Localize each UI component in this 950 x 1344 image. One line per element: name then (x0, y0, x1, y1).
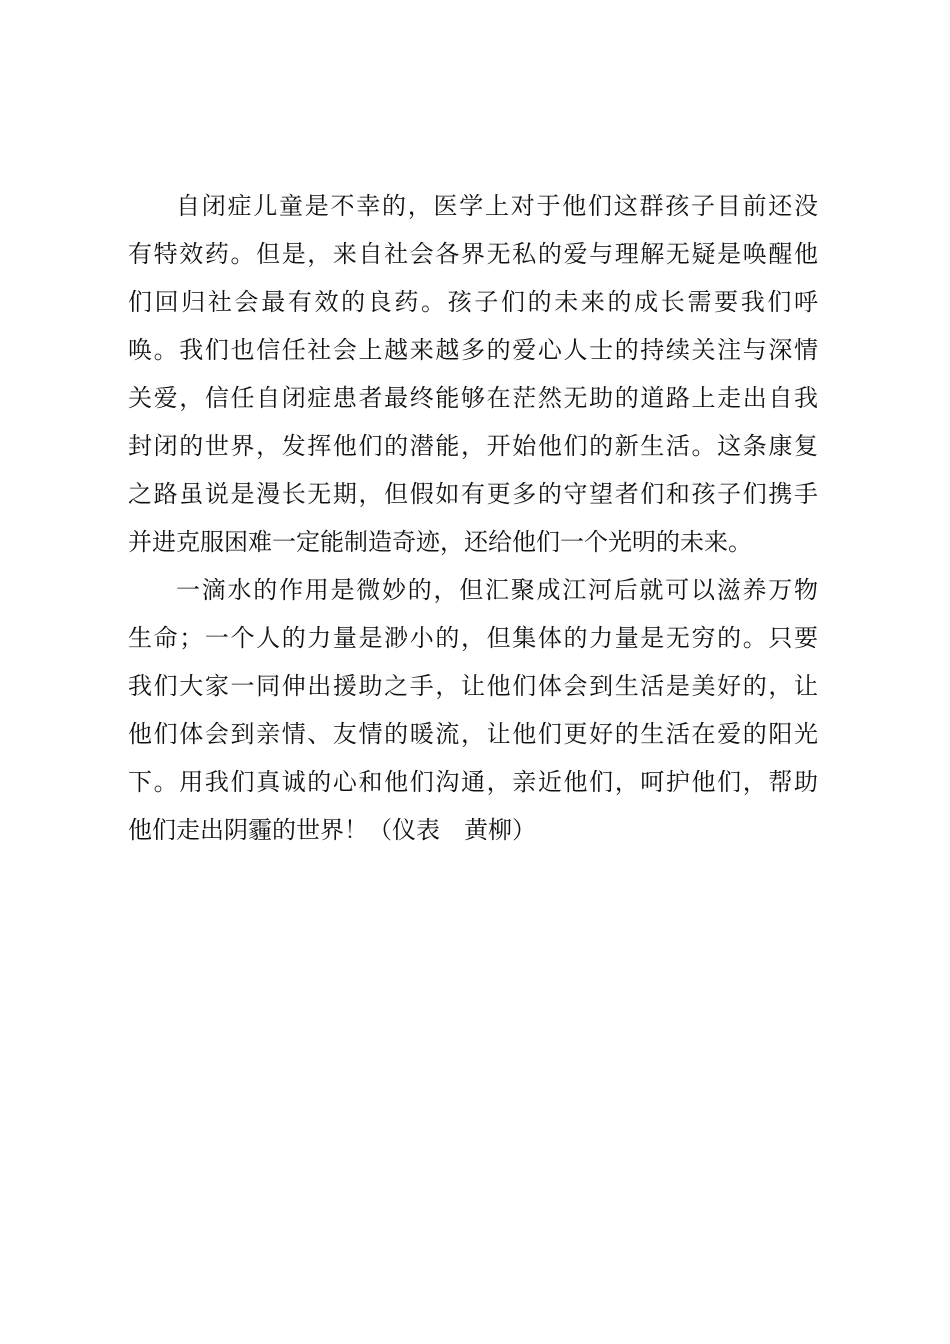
document-body (128, 182, 818, 854)
text-line: 并进克服困难一定能制造奇迹，还给他们一个光明的未来。 (128, 528, 752, 556)
text-line: 一滴水的作用是微妙的，但汇聚成江河后就可以滋养万物 (176, 576, 818, 604)
text-line: 有特效药。但是，来自社会各界无私的爱与理解无疑是唤醒他 (128, 240, 818, 268)
text-line: 他们体会到亲情、友情的暖流，让他们更好的生活在爱的阳光 (128, 720, 818, 748)
paragraph-2 (128, 566, 818, 854)
text-line: 生命；一个人的力量是渺小的，但集体的力量是无穷的。只要 (128, 624, 818, 652)
text-line: 自闭症儿童是不幸的，医学上对于他们这群孩子目前还没 (176, 192, 818, 220)
text-line: 之路虽说是漫长无期，但假如有更多的守望者们和孩子们携手 (128, 480, 818, 508)
text-line: 关爱，信任自闭症患者最终能够在茫然无助的道路上走出自我 (128, 384, 818, 412)
text-line: 封闭的世界，发挥他们的潜能，开始他们的新生活。这条康复 (128, 432, 818, 460)
text-line: 下。用我们真诚的心和他们沟通，亲近他们，呵护他们，帮助 (128, 768, 818, 796)
text-line: 唤。我们也信任社会上越来越多的爱心人士的持续关注与深情 (128, 336, 818, 364)
text-line: 们回归社会最有效的良药。孩子们的未来的成长需要我们呼 (128, 288, 818, 316)
text-line: 他们走出阴霾的世界！（仪表 黄柳） (128, 816, 536, 844)
text-line: 我们大家一同伸出援助之手，让他们体会到生活是美好的，让 (128, 672, 818, 700)
paragraph-1 (128, 182, 818, 566)
